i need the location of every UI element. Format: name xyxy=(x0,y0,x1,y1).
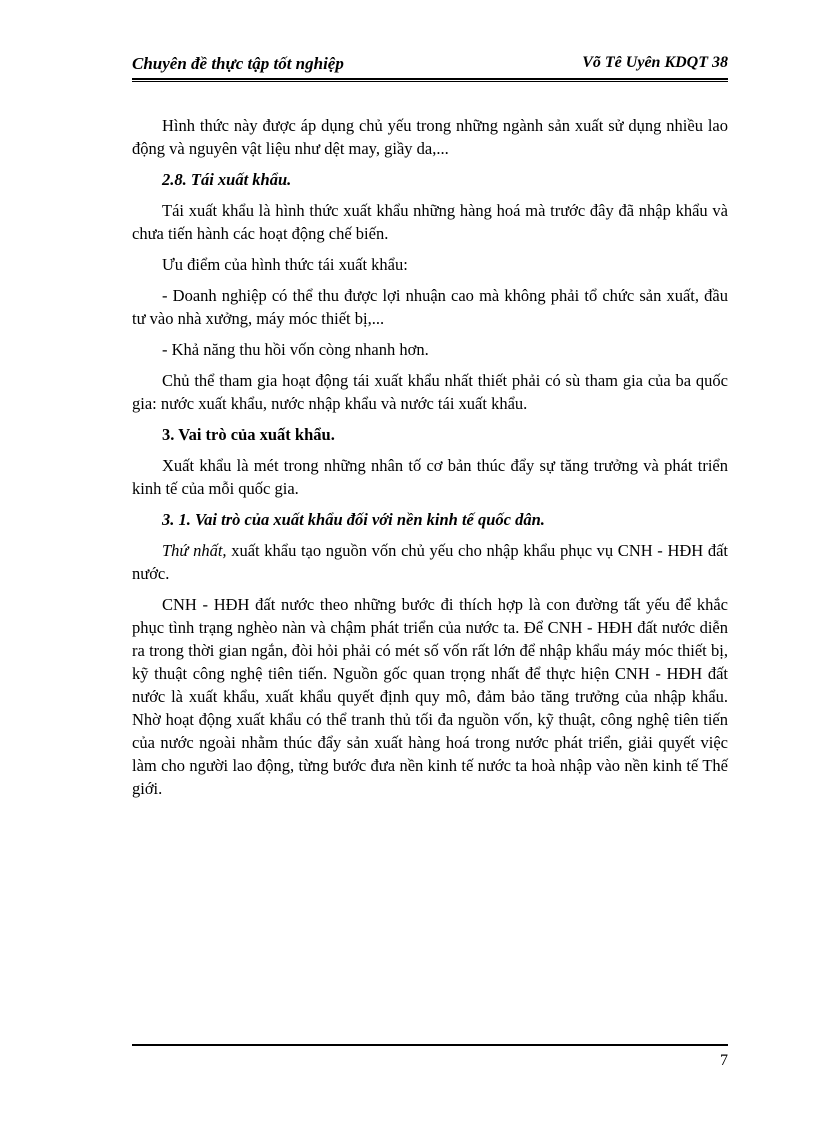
paragraph-1: Hình thức này được áp dụng chủ yếu trong những ngành sản xuất sử dụng nhiều lao động và nguyên vật liệu như dệt may, giầy da,... xyxy=(132,116,728,158)
heading-2-8: 2.8. Tái xuất khẩu. xyxy=(162,170,292,189)
paragraph-7: Xuất khẩu là mét trong những nhân tố cơ bản thúc đẩy sự tăng trưởng và phát triển kinh tế của mỗi quốc gia. xyxy=(132,456,728,498)
heading-3-1: 3. 1. Vai trò của xuất khẩu đối với nền kinh tế quốc dân. xyxy=(162,510,545,529)
page-number: 7 xyxy=(720,1052,728,1069)
heading-3: 3. Vai trò của xuất khẩu. xyxy=(162,425,335,444)
footer-rule xyxy=(132,1044,728,1046)
header-title: Chuyên đề thực tập tốt nghiệp xyxy=(132,54,344,73)
paragraph-8-rest: xuất khẩu tạo nguồn vốn chủ yếu cho nhập khẩu phục vụ CNH - HĐH đất nước. xyxy=(132,541,728,583)
paragraph-3: Ưu điểm của hình thức tái xuất khẩu: xyxy=(162,255,408,274)
paragraph-5: - Khả năng thu hồi vốn còng nhanh hơn. xyxy=(162,340,429,359)
header-author: Võ Tê Uyên KDQT 38 xyxy=(582,54,728,71)
paragraph-8-lead: Thứ nhất, xyxy=(162,541,227,560)
paragraph-4: - Doanh nghiệp có thể thu được lợi nhuận cao mà không phải tổ chức sản xuất, đầu tư vào nhà xưởng, máy móc thiết bị,... xyxy=(132,286,728,328)
page-header xyxy=(132,50,728,78)
paragraph-2: Tái xuất khẩu là hình thức xuất khẩu những hàng hoá mà trước đây đã nhập khẩu và chưa tiến hành các hoạt động chế biến. xyxy=(132,201,728,243)
paragraph-9: CNH - HĐH đất nước theo những bước đi thích hợp là con đường tất yếu để khắc phục tình trạng nghèo nàn và chậm phát triển của nước ta. Để CNH - HĐH đất nước diễn ra trong thời gian ngắn, đòi hỏi phải có mét số vốn rất lớn để nhập khẩu máy móc thiết bị, kỹ thuật công nghệ tiên tiến. Nguồn gốc quan trọng nhất để thực hiện CNH - HĐH đất nước là xuất khẩu, xuất khẩu quyết định quy mô, đảm bảo tăng trưởng của nhập khẩu. Nhờ hoạt động xuất khẩu có thể tranh thủ tối đa nguồn vốn, kỹ thuật, công nghệ tiên tiến của nước ngoài nhằm thúc đẩy sản xuất hàng hoá trong nước phát triển, giải quyết việc làm cho người lao động, từng bước đưa nền kinh tế nước ta hoà nhập vào nền kinh tế Thế giới. xyxy=(132,595,728,798)
header-rule xyxy=(132,78,728,82)
document-body xyxy=(132,114,728,808)
paragraph-6: Chủ thể tham gia hoạt động tái xuất khẩu nhất thiết phải có sù tham gia của ba quốc gia: nước xuất khẩu, nước nhập khẩu và nước tái xuất khẩu. xyxy=(132,371,728,413)
paragraph-8 xyxy=(132,539,728,585)
